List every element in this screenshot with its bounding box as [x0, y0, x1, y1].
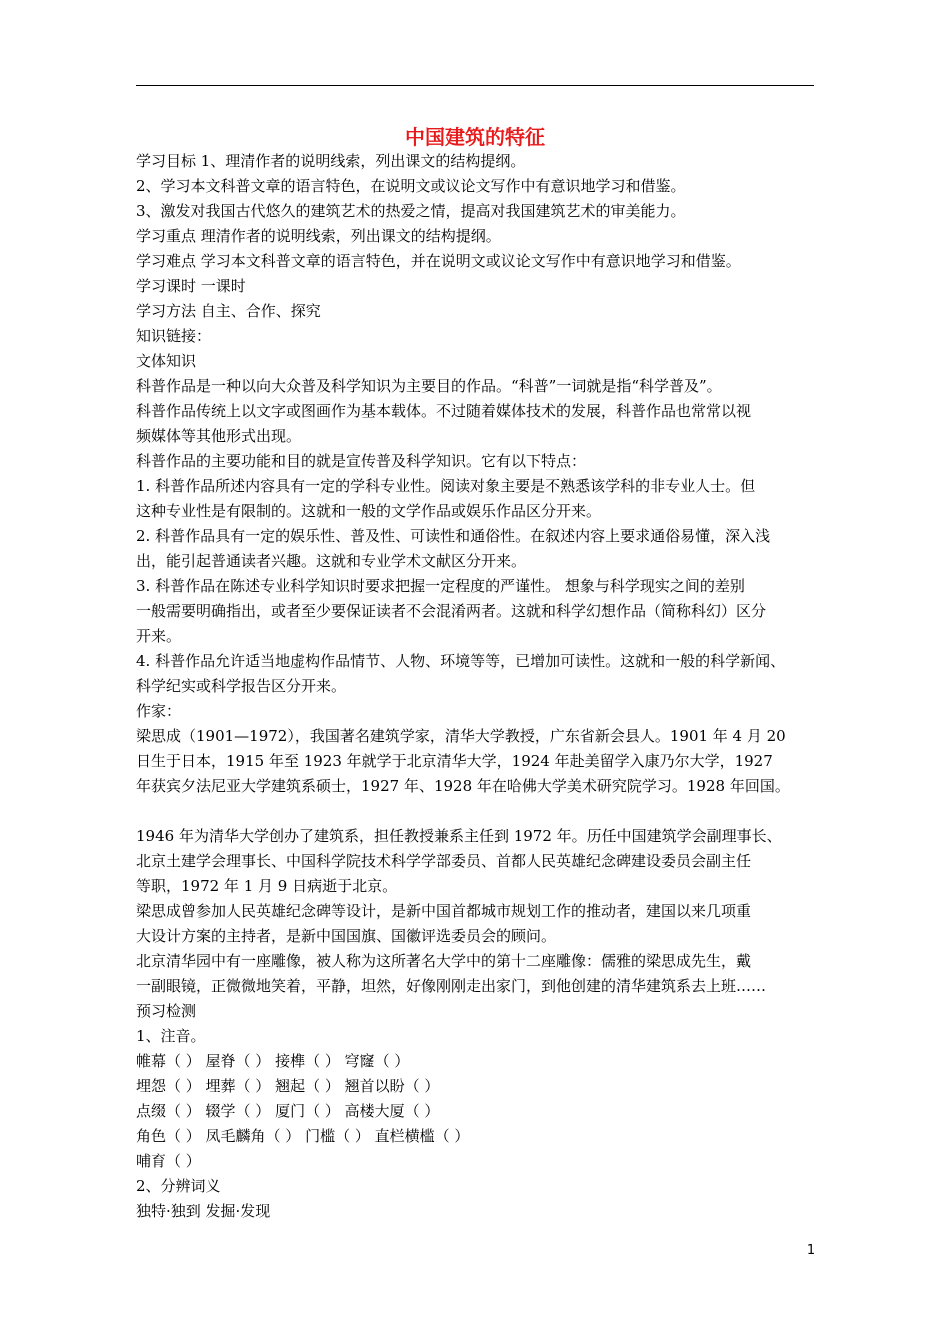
- text-line: 埋怨（ ） 埋葬（ ） 翘起（ ） 翘首以盼（ ）: [136, 1077, 440, 1095]
- text-line: 开来。: [136, 627, 182, 645]
- text-line: 这种专业性是有限制的。这就和一般的文学作品或娱乐作品区分开来。: [136, 502, 602, 520]
- text-line: 3、激发对我国古代悠久的建筑艺术的热爱之情，提高对我国建筑艺术的审美能力。: [136, 202, 686, 220]
- text-line: 科普作品的主要功能和目的就是宣传普及科学知识。它有以下特点：: [136, 452, 587, 470]
- text-line: 学习重点 理清作者的说明线索，列出课文的结构提纲。: [136, 227, 501, 245]
- text-line: 出，能引起普通读者兴趣。这就和专业学术文献区分开来。: [136, 552, 527, 570]
- text-line: 预习检测: [136, 1002, 197, 1020]
- text-line: 2. 科普作品具有一定的娱乐性、普及性、可读性和通俗性。在叙述内容上要求通俗易懂，深入浅: [136, 527, 771, 545]
- text-line: 帷幕（ ） 屋脊（ ） 接榫（ ） 穹窿（ ）: [136, 1052, 410, 1070]
- text-line: 2、学习本文科普文章的语言特色，在说明文或议论文写作中有意识地学习和借鉴。: [136, 177, 686, 195]
- text-line: 一般需要明确指出，或者至少要保证读者不会混淆两者。这就和科学幻想作品（简称科幻）区分: [136, 602, 767, 620]
- text-line: 点缀（ ） 辍学（ ） 厦门（ ） 高楼大厦（ ）: [136, 1102, 440, 1120]
- text-line: 1、注音。: [136, 1027, 206, 1045]
- text-line: 1. 科普作品所述内容具有一定的学科专业性。阅读对象主要是不熟悉该学科的非专业人士。但: [136, 477, 756, 495]
- text-line: 北京土建学会理事长、中国科学院技术科学学部委员、首都人民英雄纪念碑建设委员会副主任: [136, 852, 752, 870]
- blank-line: [136, 799, 826, 824]
- text-line: 学习难点 学习本文科普文章的语言特色，并在说明文或议论文写作中有意识地学习和借鉴。: [136, 252, 741, 270]
- text-line: 科普作品是一种以向大众普及科学知识为主要目的作品。“科普”一词就是指“科学普及”。: [136, 377, 722, 395]
- page-number: 1: [806, 1243, 816, 1258]
- text-line: 1946 年为清华大学创办了建筑系，担任教授兼系主任到 1972 年。历任中国建筑学会副理事长、: [136, 827, 782, 845]
- text-line: 作家：: [136, 702, 182, 720]
- text-line: 3. 科普作品在陈述专业科学知识时要求把握一定程度的严谨性。 想象与科学现实之间的差别: [136, 577, 745, 595]
- text-line: 文体知识: [136, 352, 197, 370]
- text-line: 知识链接：: [136, 327, 212, 345]
- text-line: 科学纪实或科学报告区分开来。: [136, 677, 347, 695]
- text-line: 等职，1972 年 1 月 9 日病逝于北京。: [136, 877, 398, 895]
- text-line: 角色（ ） 凤毛麟角（ ） 门槛（ ） 直栏横槛（ ）: [136, 1127, 470, 1145]
- text-line: 一副眼镜，正微微地笑着，平静，坦然，好像刚刚走出家门，到他创建的清华建筑系去上班……: [136, 977, 767, 995]
- text-line: 频媒体等其他形式出现。: [136, 427, 302, 445]
- header-rule: [136, 85, 814, 86]
- text-line: 北京清华园中有一座雕像，被人称为这所著名大学中的第十二座雕像：儒雅的梁思成先生，戴: [136, 952, 752, 970]
- text-line: 学习目标 1、理清作者的说明线索，列出课文的结构提纲。: [136, 152, 526, 170]
- document-body: [136, 149, 826, 1224]
- text-line: 4. 科普作品允许适当地虚构作品情节、人物、环境等等，已增加可读性。这就和一般的科学新闻、: [136, 652, 786, 670]
- text-line: 科普作品传统上以文字或图画作为基本载体。不过随着媒体技术的发展，科普作品也常常以视: [136, 402, 752, 420]
- text-line: 独特·独到 发掘·发现: [136, 1202, 271, 1220]
- text-line: 梁思成（1901—1972），我国著名建筑学家，清华大学教授，广东省新会县人。1901 年 4 月 20: [136, 727, 786, 745]
- text-line: 大设计方案的主持者，是新中国国旗、国徽评选委员会的顾问。: [136, 927, 557, 945]
- text-line: 年获宾夕法尼亚大学建筑系硕士，1927 年、1928 年在哈佛大学美术研究院学习。1928 年回国。: [136, 777, 790, 795]
- text-line: 学习课时 一课时: [136, 277, 246, 295]
- text-line: 2、分辨词义: [136, 1177, 221, 1195]
- text-line: 哺育（ ）: [136, 1152, 201, 1170]
- text-line: 梁思成曾参加人民英雄纪念碑等设计，是新中国首都城市规划工作的推动者，建国以来几项重: [136, 902, 752, 920]
- text-line: 学习方法 自主、合作、探究: [136, 302, 321, 320]
- document-title: 中国建筑的特征: [405, 125, 545, 149]
- text-line: 日生于日本，1915 年至 1923 年就学于北京清华大学，1924 年赴美留学入康乃尔大学，1927: [136, 752, 773, 770]
